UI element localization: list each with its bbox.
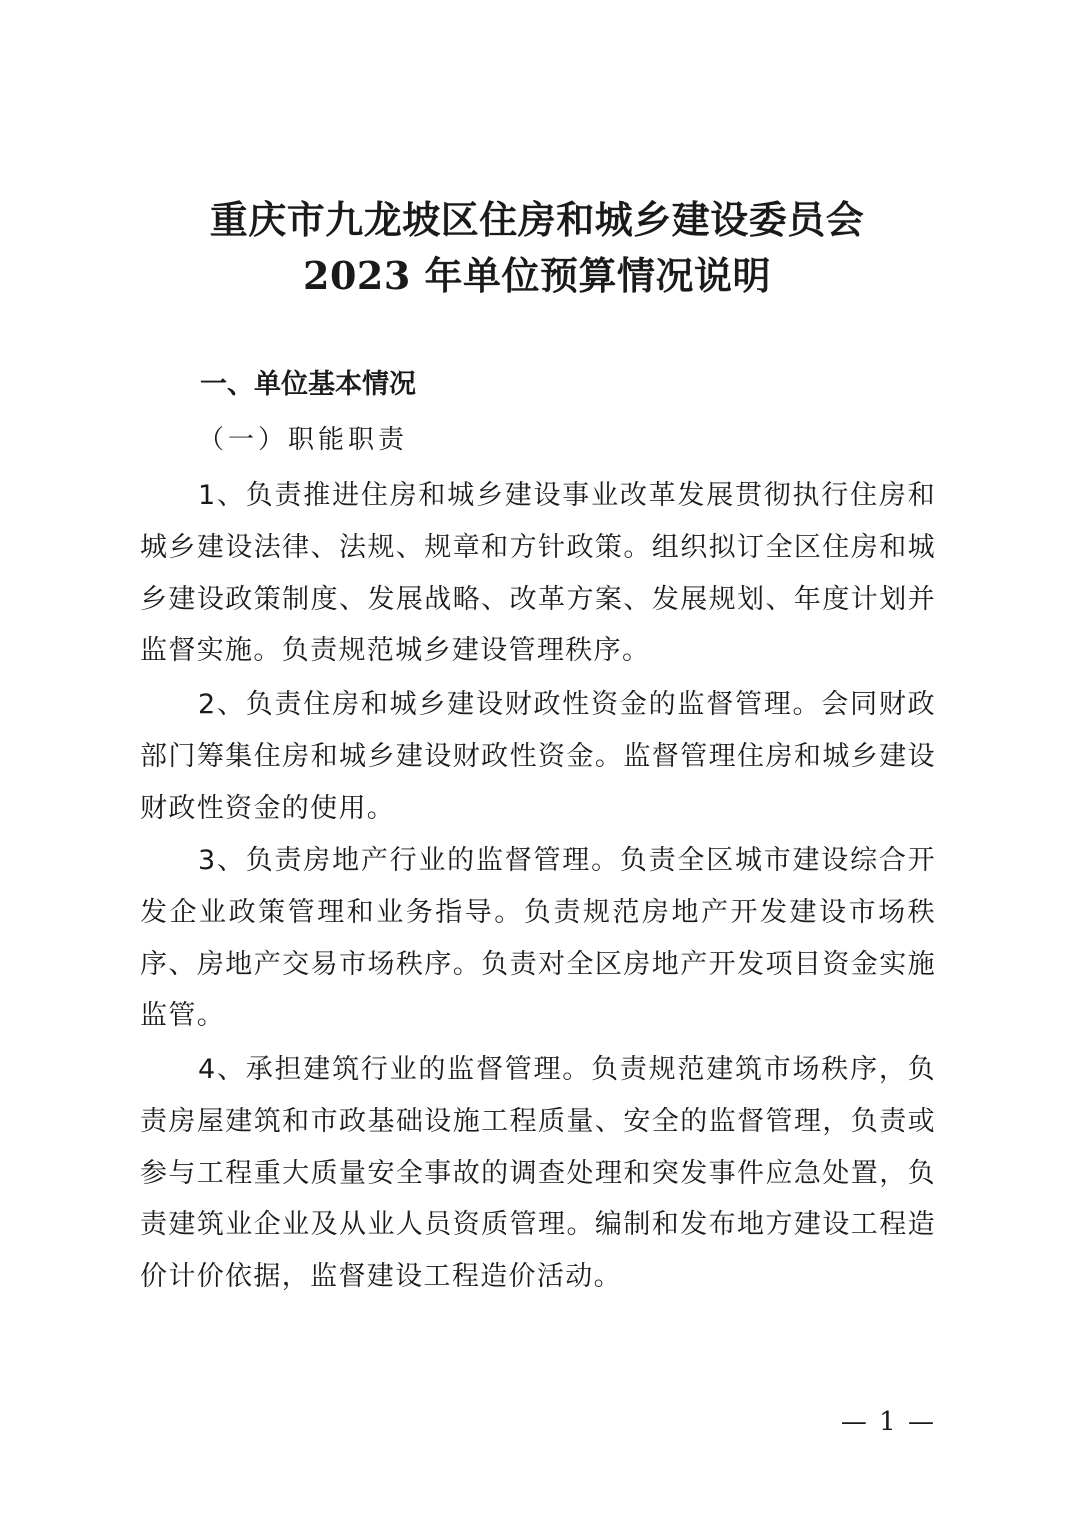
paragraph-duty-1: 1、负责推进住房和城乡建设事业改革发展贯彻执行住房和城乡建设法律、法规、规章和方针政策。组织拟订全区住房和城乡建设政策制度、发展战略、改革方案、发展规划、年度计划并监督实施。负责规范城乡建设管理秩序。 <box>140 480 936 667</box>
section-heading: 一、单位基本情况 <box>200 369 416 400</box>
paragraph-duty-4: 4、承担建筑行业的监督管理。负责规范建筑市场秩序，负责房屋建筑和市政基础设施工程质量、安全的监督管理，负责或参与工程重大质量安全事故的调查处理和突发事件应急处置，负责建筑业企业及从业人员资质管理。编制和发布地方建设工程造价计价依据，监督建设工程造价活动。 <box>140 1054 936 1293</box>
document-title-line-2: 2023 年单位预算情况说明 <box>303 253 771 298</box>
subsection-heading: （一）职能职责 <box>198 425 409 455</box>
document-title-line-1: 重庆市九龙坡区住房和城乡建设委员会 <box>209 197 865 242</box>
page-number: — 1 — <box>840 1407 936 1437</box>
paragraph-duty-3: 3、负责房地产行业的监督管理。负责全区城市建设综合开发企业政策管理和业务指导。负责规范房地产开发建设市场秩序、房地产交易市场秩序。负责对全区房地产开发项目资金实施监管。 <box>140 845 936 1032</box>
paragraph-duty-2: 2、负责住房和城乡建设财政性资金的监督管理。会同财政部门筹集住房和城乡建设财政性资金。监督管理住房和城乡建设财政性资金的使用。 <box>140 689 936 824</box>
